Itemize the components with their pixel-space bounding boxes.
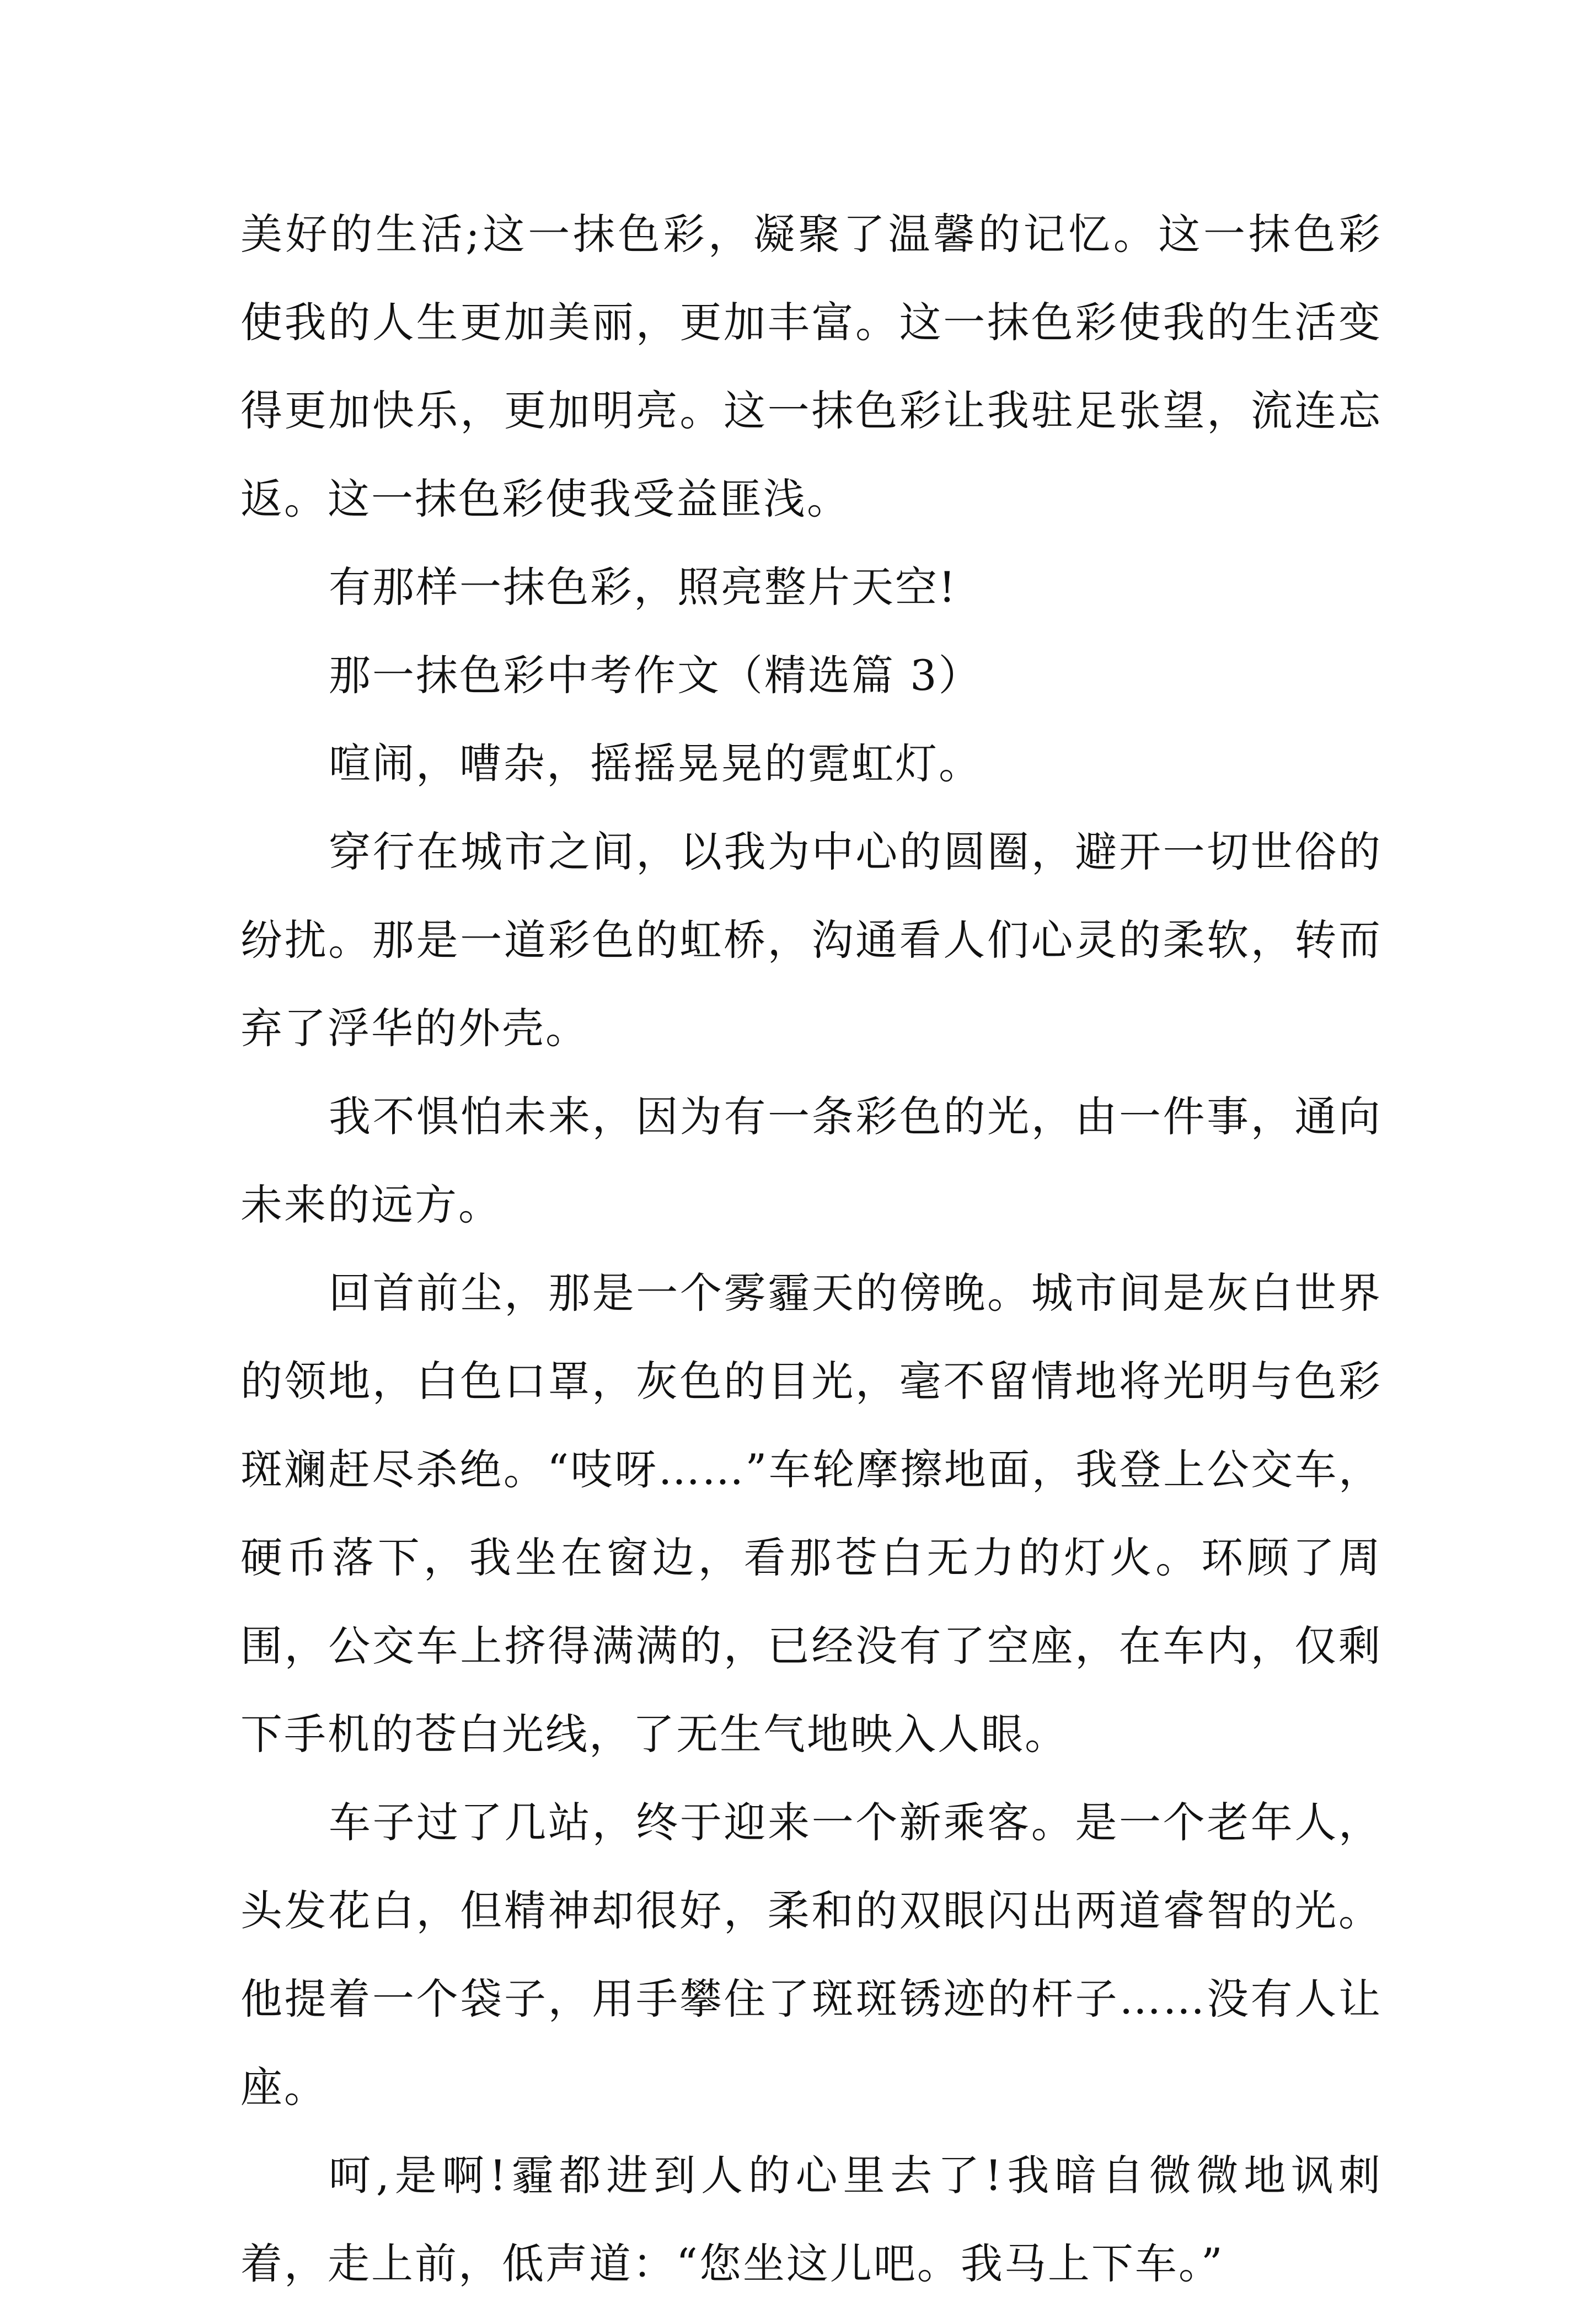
paragraph-7: 车子过了几站，终于迎来一个新乘客。是一个老年人，头发花白，但精神却很好，柔和的双眼闪出两道睿智的光。他提着一个袋子，用手攀住了斑斑锈迹的杆子……没有人让座。 (240, 1798, 1382, 2112)
paragraph-8: 呵,是啊!霾都进到人的心里去了!我暗自微微地讽刺着，走上前，低声道：“您坐这儿吧。我马上下车。” (240, 2151, 1382, 2288)
document-body (240, 190, 1382, 2308)
section-heading: 那一抹色彩中考作文（精选篇 3） (329, 651, 982, 700)
paragraph-4: 穿行在城市之间，以我为中心的圆圈，避开一切世俗的纷扰。那是一道彩色的虹桥，沟通看人们心灵的柔软，转而弃了浮华的外壳。 (240, 827, 1382, 1053)
paragraph-6: 回首前尘，那是一个雾霾天的傍晚。城市间是灰白世界的领地，白色口罩，灰色的目光，毫不留情地将光明与色彩斑斓赶尽杀绝。“吱呀……”车轮摩擦地面，我登上公交车，硬币落下，我坐在窗边，看那苍白无力的灯火。环顾了周围，公交车上挤得满满的，已经没有了空座，在车内，仅剩下手机的苍白光线，了无生气地映入人眼。 (240, 1268, 1382, 1759)
paragraph-2: 有那样一抹色彩，照亮整片天空! (329, 563, 957, 612)
paragraph-5: 我不惧怕未来，因为有一条彩色的光，由一件事，通向未来的远方。 (240, 1092, 1382, 1229)
paragraph-1: 美好的生活;这一抹色彩，凝聚了温馨的记忆。这一抹色彩使我的人生更加美丽，更加丰富。这一抹色彩使我的生活变得更加快乐，更加明亮。这一抹色彩让我驻足张望，流连忘返。这一抹色彩使我受益匪浅。 (240, 210, 1382, 523)
paragraph-3: 喧闹，嘈杂，摇摇晃晃的霓虹灯。 (329, 739, 982, 788)
